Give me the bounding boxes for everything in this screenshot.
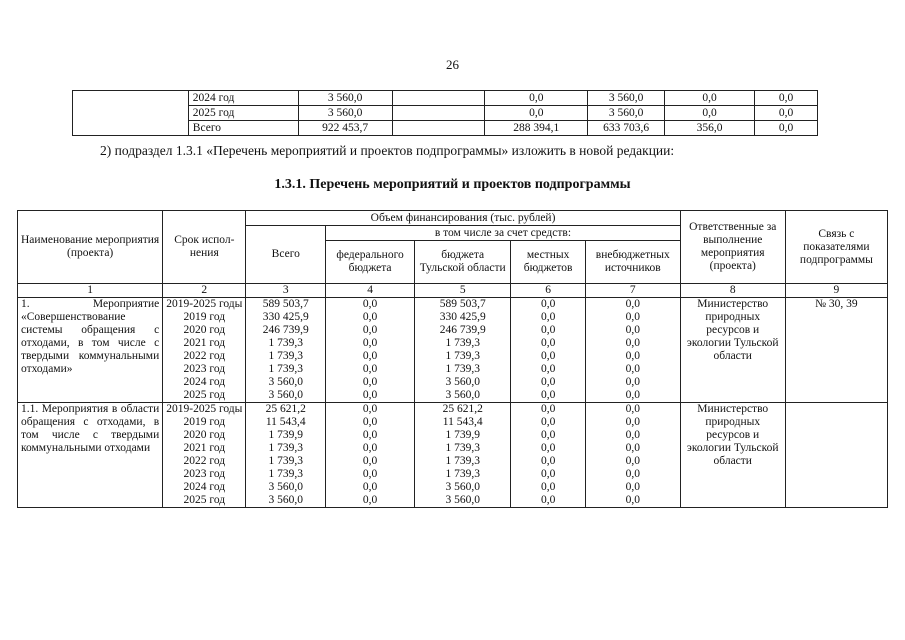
local-column-cell [511,298,585,403]
activity-name: 1. Мероприятие «Совершенствование системы обращения с отходами, в том числе с твердыми коммунальными отходами» [18,298,163,403]
regional-value: 330 425,9 [439,311,486,323]
total-value: 1 739,3 [268,363,304,375]
regional-value: 1 739,3 [445,337,480,349]
local-value: 0,0 [540,376,556,388]
total-value: 25 621,2 [265,403,306,415]
total-cell: 3 560,0 [298,91,392,106]
regional-cell: 3 560,0 [588,91,665,106]
terms-value: 2019 год [183,416,226,428]
continuation-row [73,91,818,106]
local-cell: 0,0 [665,106,755,121]
federal-value: 0,0 [362,442,378,454]
total-value: 1 739,9 [268,429,304,441]
terms-value: 2025 год [183,494,226,506]
local-value: 0,0 [540,455,556,467]
total-value: 1 739,3 [268,337,304,349]
local-column-cell [511,403,585,508]
regional-value: 3 560,0 [445,494,480,506]
header-financing: Объем финансирования (тыс. рублей) [246,211,680,226]
activity-name: 1.1. Мероприятия в области обращения с отходами, в том числе с твердыми коммунальными отходами [18,403,163,508]
header-extra: внебюджетных источников [585,241,680,284]
extra-value: 0,0 [625,389,640,401]
local-value: 0,0 [540,337,556,349]
header-responsible: Ответственные за выполнение мероприятия (проекта) [680,211,785,284]
header-term: Срок испол-нения [163,211,246,284]
local-value: 0,0 [540,324,556,336]
local-value: 0,0 [540,363,556,375]
federal-value: 0,0 [362,311,378,323]
extra-value: 0,0 [625,324,640,336]
federal-value: 0,0 [362,481,378,493]
terms-value: 2024 год [183,481,226,493]
extra-value: 0,0 [625,429,640,441]
total-value: 1 739,3 [268,350,304,362]
column-number: 7 [585,284,680,298]
extra-value: 0,0 [625,442,640,454]
header-incl: в том числе за счет средств: [326,226,681,241]
federal-value: 0,0 [362,455,378,467]
regional-column-cell [414,403,510,508]
federal-value: 0,0 [362,324,378,336]
local-value: 0,0 [540,429,556,441]
regional-cell: 633 703,6 [588,121,665,136]
local-cell: 0,0 [665,91,755,106]
total-column-cell [246,298,326,403]
regional-value: 246 739,9 [439,324,486,336]
terms-value: 2025 год [183,389,226,401]
federal-value: 0,0 [362,337,378,349]
local-value: 0,0 [540,494,556,506]
terms-value: 2023 год [183,363,226,375]
link-cell: № 30, 39 [785,298,887,403]
federal-value: 0,0 [362,363,378,375]
federal-value: 0,0 [362,350,378,362]
federal-value: 0,0 [362,494,378,506]
federal-value: 0,0 [362,376,378,388]
terms-column-cell [163,403,246,508]
extra-value: 0,0 [625,455,640,467]
total-value: 589 503,7 [262,298,309,310]
local-value: 0,0 [540,416,556,428]
federal-cell: 0,0 [485,91,588,106]
total-cell: 3 560,0 [298,106,392,121]
federal-column-cell [326,298,415,403]
column-number: 2 [163,284,246,298]
total-value: 3 560,0 [268,481,304,493]
local-value: 0,0 [540,350,556,362]
header-local: местных бюджетов [511,241,585,284]
total-column-cell [246,403,326,508]
activities-table [17,210,888,508]
extra-cell: 0,0 [755,121,818,136]
regional-column-cell [414,298,510,403]
terms-column-cell [163,298,246,403]
regional-value: 3 560,0 [445,376,480,388]
local-value: 0,0 [540,468,556,480]
extra-value: 0,0 [625,350,640,362]
regional-value: 589 503,7 [439,298,486,310]
extra-value: 0,0 [625,376,640,388]
total-cell: 922 453,7 [298,121,392,136]
responsible-cell: Министерство природных ресурсов и экологии Тульской области [680,403,785,508]
federal-cell: 288 394,1 [485,121,588,136]
federal-value: 0,0 [362,416,378,428]
local-value: 0,0 [540,481,556,493]
federal-cell: 0,0 [485,106,588,121]
terms-value: 2022 год [183,350,226,362]
total-value: 330 425,9 [262,311,309,323]
intro-text: 2) подраздел 1.3.1 «Перечень мероприятий и проектов подпрограммы» изложить в новой редакции: [100,143,675,158]
regional-cell: 3 560,0 [588,106,665,121]
column-number: 6 [511,284,585,298]
extra-value: 0,0 [625,481,640,493]
section-title: 1.3.1. Перечень мероприятий и проектов подпрограммы [274,177,631,192]
federal-value: 0,0 [362,298,378,310]
terms-value: 2019 год [183,311,226,323]
header-link: Связь с показателями подпрограммы [785,211,887,284]
regional-value: 1 739,3 [445,350,480,362]
row-label: 2025 год [188,106,298,121]
regional-value: 25 621,2 [442,403,483,415]
activity-row [18,403,888,508]
link-cell [785,403,887,508]
total-value: 1 739,3 [268,455,304,467]
activity-row [18,298,888,403]
terms-value: 2020 год [183,429,226,441]
extra-column-cell [585,298,680,403]
regional-value: 1 739,3 [445,455,480,467]
total-value: 3 560,0 [268,494,304,506]
responsible-cell: Министерство природных ресурсов и экологии Тульской области [680,298,785,403]
total-value: 1 739,3 [268,442,304,454]
total-value: 3 560,0 [268,389,304,401]
federal-value: 0,0 [362,403,378,415]
local-value: 0,0 [540,403,556,415]
page-number: 26 [446,57,459,72]
local-value: 0,0 [540,389,556,401]
terms-value: 2023 год [183,468,226,480]
extra-value: 0,0 [625,363,640,375]
column-number: 3 [246,284,326,298]
empty-cell [73,91,189,136]
empty-cell [392,91,485,106]
extra-value: 0,0 [625,416,640,428]
federal-column-cell [326,403,415,508]
terms-value: 2024 год [183,376,226,388]
header-federal: федерального бюджета [326,241,415,284]
total-value: 1 739,3 [268,468,304,480]
regional-value: 1 739,9 [445,429,480,441]
column-number: 8 [680,284,785,298]
regional-value: 1 739,3 [445,363,480,375]
regional-value: 3 560,0 [445,389,480,401]
total-value: 3 560,0 [268,376,304,388]
regional-value: 11 543,4 [442,416,483,428]
federal-value: 0,0 [362,429,378,441]
column-number: 9 [785,284,887,298]
extra-cell: 0,0 [755,91,818,106]
regional-value: 1 739,3 [445,468,480,480]
regional-value: 3 560,0 [445,481,480,493]
total-value: 11 543,4 [265,416,306,428]
extra-value: 0,0 [625,337,640,349]
empty-cell [392,121,485,136]
continuation-table [72,90,818,136]
terms-value: 2019-2025 годы [166,298,243,310]
row-label: 2024 год [188,91,298,106]
extra-value: 0,0 [625,311,640,323]
local-cell: 356,0 [665,121,755,136]
extra-value: 0,0 [625,468,640,480]
regional-value: 1 739,3 [445,442,480,454]
local-value: 0,0 [540,298,556,310]
terms-value: 2020 год [183,324,226,336]
column-number: 4 [326,284,415,298]
column-numbers-row [18,284,888,298]
local-value: 0,0 [540,442,556,454]
column-number: 1 [18,284,163,298]
federal-value: 0,0 [362,468,378,480]
header-total: Всего [246,226,326,284]
terms-value: 2019-2025 годы [166,403,243,415]
row-label: Всего [188,121,298,136]
header-name: Наименование мероприятия (проекта) [18,211,163,284]
federal-value: 0,0 [362,389,378,401]
extra-column-cell [585,403,680,508]
extra-value: 0,0 [625,403,640,415]
extra-value: 0,0 [625,494,640,506]
terms-value: 2021 год [183,442,226,454]
header-regional: бюджета Тульской области [414,241,510,284]
extra-value: 0,0 [625,298,640,310]
local-value: 0,0 [540,311,556,323]
total-value: 246 739,9 [262,324,309,336]
empty-cell [392,106,485,121]
column-number: 5 [414,284,510,298]
extra-cell: 0,0 [755,106,818,121]
terms-value: 2021 год [183,337,226,349]
terms-value: 2022 год [183,455,226,467]
